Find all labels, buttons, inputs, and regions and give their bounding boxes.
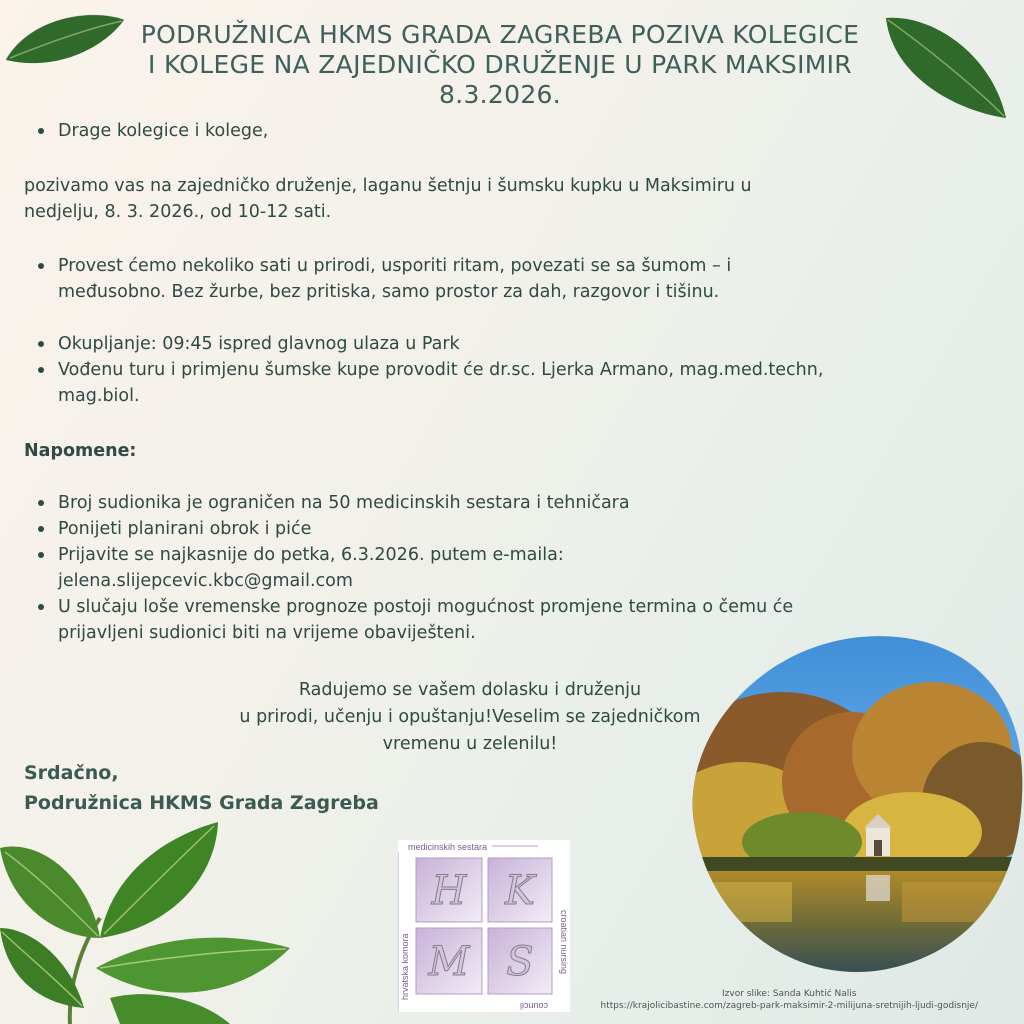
guide-line-2: mag.biol.	[58, 386, 140, 406]
logo-top-text: medicinskih sestara	[408, 842, 488, 852]
closing-line-3: vremenu u zelenilu!	[382, 734, 558, 754]
notes-heading: Napomene:	[24, 441, 137, 461]
signature	[24, 758, 379, 818]
nature-line-2: međusobno. Bez žurbe, bez pritiska, samo prostor za dah, razgovor i tišinu.	[58, 282, 720, 302]
weather-line-1: U slučaju loše vremenske prognoze postoji mogućnost promjene termina o čemu će	[58, 597, 794, 617]
title-line-1: PODRUŽNICA HKMS GRADA ZAGREBA POZIVA KOLEGICE	[140, 20, 860, 49]
note-item-registration	[58, 542, 793, 594]
registration-line-1: Prijavite se najkasnije do petka, 6.3.2026. putem e-maila:	[58, 545, 564, 565]
logo-left-text: hrvatska komora	[400, 933, 410, 1000]
guide-item	[58, 357, 823, 409]
signature-line-2: Podružnica HKMS Grada Zagreba	[24, 792, 379, 814]
signature-line-1: Srdačno,	[24, 762, 119, 784]
logo-bottom-text: council	[519, 1001, 548, 1011]
greeting: Drage kolegice i kolege,	[58, 118, 268, 144]
nature-item	[58, 253, 731, 305]
leaf-icon-bottom-left	[0, 818, 300, 1024]
logo-letter-k: K	[505, 868, 535, 914]
photo-credit-url[interactable]: https://krajolicibastine.com/zagreb-park-maksimir-2-milijuna-sretnijih-ljudi-godisnje/	[600, 1001, 978, 1011]
greeting-list	[24, 118, 268, 144]
intro-line-2: nedjelju, 8. 3. 2026., od 10-12 sati.	[24, 202, 332, 222]
logo-letter-h: H	[431, 868, 467, 914]
logo-letter-m: M	[428, 939, 470, 985]
logo-right-text: croatian nursing	[559, 910, 569, 975]
intro-paragraph	[24, 173, 752, 225]
details-list	[24, 331, 823, 409]
intro-line-1: pozivamo vas na zajedničko druženje, laganu šetnju i šumsku kupku u Maksimiru u	[24, 176, 752, 196]
page-title	[110, 20, 890, 110]
weather-line-2: prijavljeni sudionici biti na vrijeme obaviješteni.	[58, 623, 476, 643]
closing-line-1: Radujemo se vašem dolasku i druženju	[298, 680, 642, 700]
closing-line-2: u prirodi, učenju i opuštanju!Veselim se zajedničkom	[239, 707, 701, 727]
photo-credit	[601, 988, 979, 1012]
hkms-logo	[398, 840, 570, 1012]
photo-credit-author: Izvor slike: Sanda Kuhtić Nalis	[722, 989, 857, 999]
note-item-participants: Broj sudionika je ograničen na 50 medicinskih sestara i tehničara	[58, 490, 793, 516]
guide-line-1: Vođenu turu i primjenu šumske kupe provodit će dr.sc. Ljerka Armano, mag.med.techn,	[58, 360, 824, 380]
nature-list	[24, 253, 731, 305]
park-photo	[682, 632, 1024, 978]
title-line-3: 8.3.2026.	[439, 80, 561, 109]
meeting-item: Okupljanje: 09:45 ispred glavnog ulaza u Park	[58, 331, 823, 357]
note-item-meal: Ponijeti planirani obrok i piće	[58, 516, 793, 542]
email-link[interactable]: jelena.slijepcevic.kbc@gmail.com	[58, 571, 353, 591]
leaf-icon-top-right	[882, 14, 1012, 124]
title-line-2: I KOLEGE NA ZAJEDNIČKO DRUŽENJE U PARK MAKSIMIR	[148, 50, 852, 79]
logo-letter-s: S	[506, 939, 534, 985]
closing-message	[190, 677, 750, 758]
nature-line-1: Provest ćemo nekoliko sati u prirodi, usporiti ritam, povezati se sa šumom – i	[58, 256, 732, 276]
notes-list	[24, 490, 793, 646]
